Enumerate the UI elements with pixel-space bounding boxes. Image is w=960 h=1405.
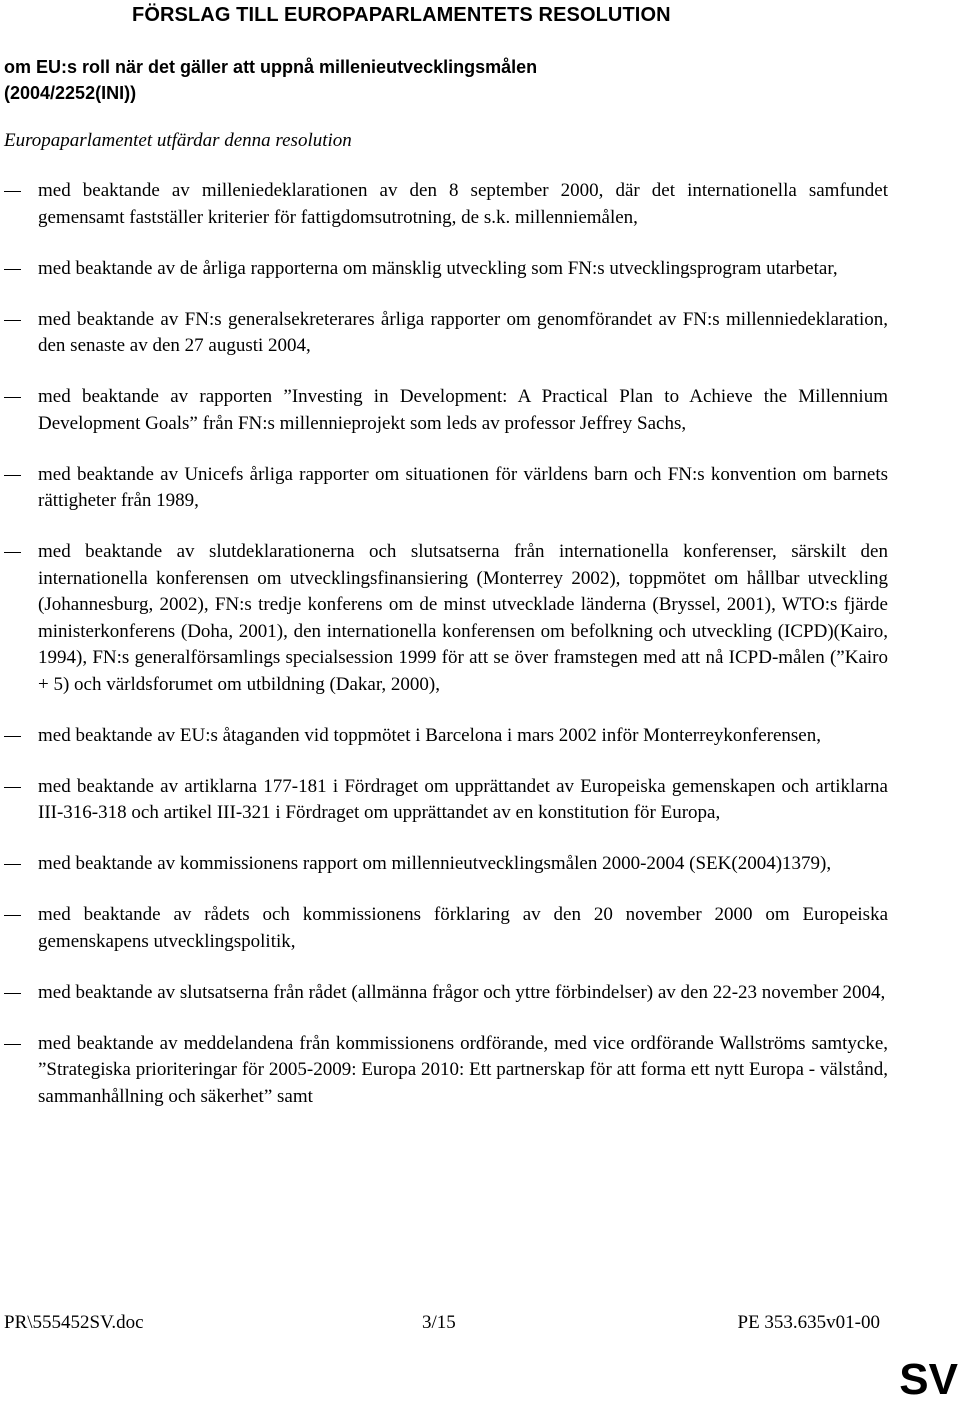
footer-page-number: 3/15 [422, 1312, 456, 1333]
citation-text: med beaktande av meddelandena från kommissionens ordförande, med vice ordförande Wallströms samtycke, ”Strategiska prioriteringar för 2005-2009: Europa 2010: Ett partnerskap för att forma ett nytt Europa - välstånd, sammanhållning och säkerhet” samt [38, 1032, 888, 1107]
citation-text: med beaktande av rådets och kommissionens förklaring av den 20 november 2000 om Europeiska gemenskapens utvecklingspolitik, [38, 904, 888, 952]
citation-item [0, 774, 960, 827]
dash-bullet-icon [4, 864, 21, 865]
citation-list [0, 178, 960, 1110]
citation-item [0, 307, 960, 360]
citation-text: med beaktande av de årliga rapporterna om mänsklig utveckling som FN:s utvecklingsprogram utarbetar, [38, 257, 838, 279]
citation-text: med beaktande av rapporten ”Investing in Development: A Practical Plan to Achieve the Millennium Development Goals” från FN:s millennieprojekt som leds av professor Jeffrey Sachs, [38, 386, 888, 434]
footer-pe-reference: PE 353.635v01-00 [737, 1312, 880, 1333]
citation-item [0, 462, 960, 515]
dash-bullet-icon [4, 191, 21, 192]
dash-bullet-icon [4, 915, 21, 916]
document-heading: FÖRSLAG TILL EUROPAPARLAMENTETS RESOLUTION [132, 4, 671, 26]
citation-item [0, 1031, 960, 1111]
dash-bullet-icon [4, 552, 21, 553]
dash-bullet-icon [4, 320, 21, 321]
subtitle-procedure-number: (2004/2252(INI)) [4, 83, 137, 103]
citation-item [0, 723, 960, 750]
citation-text: med beaktande av slutdeklarationerna och slutsatserna från internationella konferenser, särskilt den internationella konferensen om utvecklingsfinansiering (Monterrey 2002), toppmötet om hållbar utveckling (Johannesburg, 2002), FN:s tredje konferens om de minst utvecklade länderna (Bryssel, 2001), WTO:s fjärde ministerkonferens (Doha, 2001), den internationella konferensen om befolkning och utveckling (ICPD)(Kairo, 1994), FN:s generalförsamlings specialsession 1999 för att se över framstegen med att nå ICPD-målen (”Kairo + 5) och världsforumet om utbildning (Dakar, 2000), [38, 541, 888, 695]
dash-bullet-icon [4, 993, 21, 994]
subtitle-line: om EU:s roll när det gäller att uppnå millenieutvecklingsmålen [4, 57, 538, 77]
citation-item [0, 851, 960, 878]
dash-bullet-icon [4, 787, 21, 788]
dash-bullet-icon [4, 1044, 21, 1045]
intro-line: Europaparlamentet utfärdar denna resolution [4, 130, 352, 151]
page-footer [4, 1310, 880, 1336]
language-code: SV [899, 1355, 958, 1404]
citation-item [0, 256, 960, 283]
citation-item [0, 384, 960, 437]
citation-item [0, 980, 960, 1007]
citation-text: med beaktande av FN:s generalsekreterares årliga rapporter om genomförandet av FN:s millenniedeklaration, den senaste av den 27 augusti 2004, [38, 308, 888, 356]
citation-item [0, 539, 960, 698]
citation-text: med beaktande av kommissionens rapport om millennieutvecklingsmålen 2000-2004 (SEK(2004)1379), [38, 853, 832, 874]
citation-text: med beaktande av slutsatserna från rådet (allmänna frågor och yttre förbindelser) av den 22-23 november 2004, [38, 981, 886, 1003]
dash-bullet-icon [4, 397, 21, 398]
footer-document-reference: PR\555452SV.doc [4, 1312, 144, 1333]
citation-item [0, 178, 960, 231]
dash-bullet-icon [4, 269, 21, 270]
resolution-subtitle [4, 54, 537, 106]
citation-item [0, 902, 960, 955]
dash-bullet-icon [4, 475, 21, 476]
dash-bullet-icon [4, 736, 21, 737]
citation-text: med beaktande av artiklarna 177-181 i Fördraget om upprättandet av Europeiska gemenskapen och artiklarna III-316-318 och artikel III-321 i Fördraget om upprättandet av en konstitution för Europa, [38, 775, 888, 823]
citation-text: med beaktande av Unicefs årliga rapporter om situationen för världens barn och FN:s konvention om barnets rättigheter från 1989, [38, 463, 888, 511]
citation-text: med beaktande av milleniedeklarationen av den 8 september 2000, där det internationella samfundet gemensamt fastställer kriterier för fattigdomsutrotning, de s.k. millenniemålen, [38, 180, 888, 228]
citation-text: med beaktande av EU:s åtaganden vid toppmötet i Barcelona i mars 2002 inför Monterreykonferensen, [38, 724, 821, 746]
